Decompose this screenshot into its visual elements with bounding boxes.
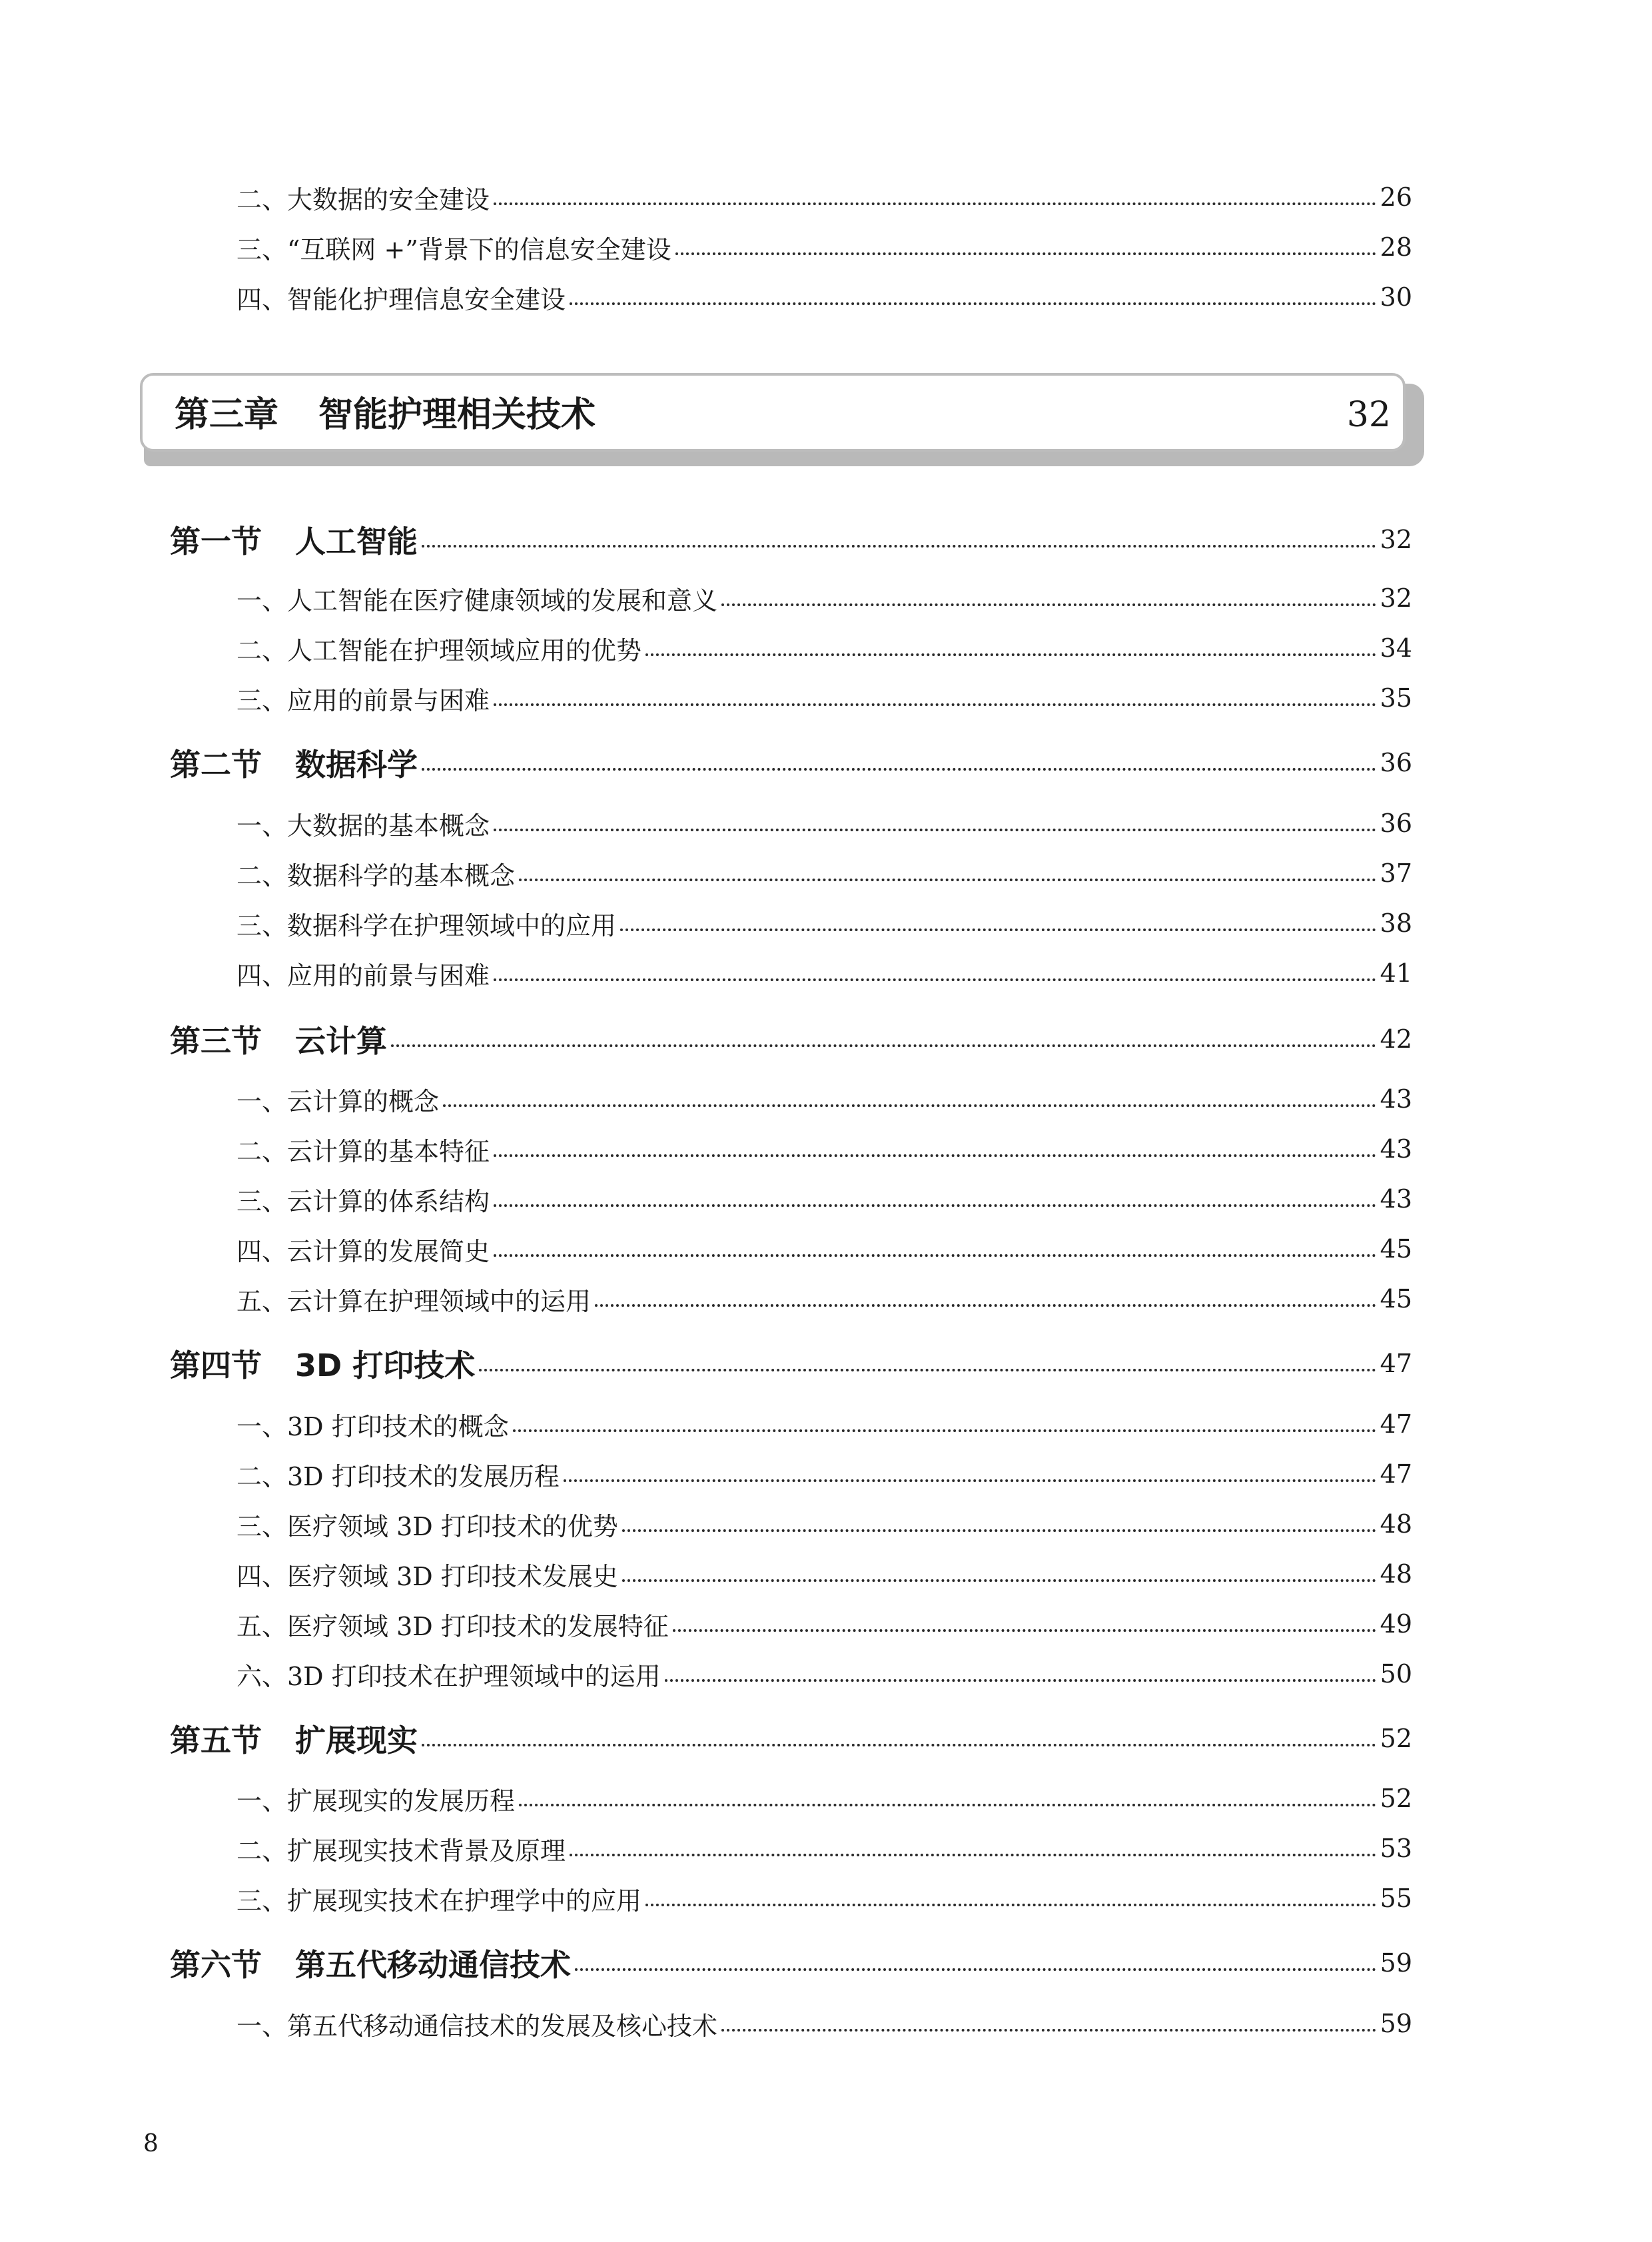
section-number: 第二节 [170,747,262,783]
toc-item-page: 32 [1380,583,1412,613]
section-page: 42 [1380,1024,1412,1054]
toc-item[interactable] [0,1279,1652,1319]
toc-item[interactable] [0,1129,1652,1169]
toc-item[interactable] [0,1079,1652,1119]
section-title [170,1341,475,1385]
toc-section[interactable] [0,520,1652,560]
toc-item-page: 34 [1380,633,1412,663]
toc-item[interactable] [0,1504,1652,1544]
leader-dots [721,603,1376,606]
leader-dots [519,879,1376,881]
section-page: 47 [1380,1349,1412,1378]
toc-item-title: 一、3D 打印技术的概念 [236,1411,509,1441]
leader-dots [564,1479,1376,1482]
toc-item-title: 二、云计算的基本特征 [236,1136,490,1166]
section-page: 52 [1380,1724,1412,1753]
leader-dots [494,829,1376,831]
chapter-page: 32 [1346,395,1391,435]
toc-item-page: 55 [1380,1884,1412,1913]
toc-item-page: 36 [1380,809,1412,838]
toc-section[interactable] [0,1343,1652,1383]
section-number: 第六节 [170,1947,262,1983]
toc-item[interactable] [0,1404,1652,1444]
leader-dots [620,929,1376,931]
toc-item-title: 一、云计算的概念 [236,1086,440,1116]
leader-dots [595,1304,1376,1307]
leader-dots [622,1579,1376,1582]
leader-dots [422,545,1376,548]
toc-item-page: 41 [1380,958,1412,988]
section-title [170,1017,387,1061]
toc-item-page: 35 [1380,683,1412,713]
section-title [170,518,418,561]
toc-item-page: 37 [1380,859,1412,888]
toc-item-title: 三、数据科学在护理领域中的应用 [236,911,617,940]
toc-item-title: 六、3D 打印技术在护理领域中的运用 [236,1661,661,1691]
leader-dots [721,2029,1376,2032]
toc-item[interactable] [0,1229,1652,1269]
leader-dots [513,1429,1376,1432]
section-title [170,1716,418,1760]
leader-dots [494,1204,1376,1207]
toc-item-title: 一、大数据的基本概念 [236,811,490,841]
toc-item[interactable] [0,578,1652,618]
toc-item[interactable] [0,1604,1652,1644]
leader-dots [575,1968,1376,1971]
leader-dots [570,302,1376,305]
chapter-banner[interactable] [140,373,1426,466]
toc-item[interactable] [0,953,1652,993]
toc-item[interactable] [0,177,1652,217]
section-name: 扩展现实 [295,1722,418,1758]
toc-item[interactable] [0,803,1652,843]
toc-item-page: 48 [1380,1559,1412,1589]
toc-item-title: 二、大数据的安全建设 [236,185,490,214]
toc-item-title: 一、人工智能在医疗健康领域的发展和意义 [236,585,718,615]
toc-item-page: 30 [1380,282,1412,312]
toc-item-title: 一、第五代移动通信技术的发展及核心技术 [236,2011,718,2041]
toc-item-page: 52 [1380,1784,1412,1813]
section-name: 数据科学 [295,747,418,783]
chapter-title [175,376,596,454]
toc-item-page: 43 [1380,1134,1412,1164]
toc-item[interactable] [0,903,1652,943]
toc-item-page: 26 [1380,183,1412,212]
toc-item[interactable] [0,227,1652,267]
toc-item[interactable] [0,1878,1652,1918]
toc-item-page: 43 [1380,1184,1412,1214]
toc-item[interactable] [0,1778,1652,1818]
leader-dots [665,1679,1376,1682]
leader-dots [519,1804,1376,1806]
toc-item-page: 53 [1380,1834,1412,1863]
toc-item[interactable] [0,628,1652,668]
leader-dots [673,1629,1376,1632]
toc-item-title: 二、人工智能在护理领域应用的优势 [236,635,642,665]
toc-section[interactable] [0,1718,1652,1758]
toc-item-page: 47 [1380,1409,1412,1439]
leader-dots [645,1904,1376,1906]
toc-section[interactable] [0,743,1652,783]
toc-item[interactable] [0,1454,1652,1494]
section-name: 第五代移动通信技术 [295,1947,571,1983]
banner-box [140,373,1406,452]
leader-dots [494,703,1376,706]
toc-item-page: 43 [1380,1084,1412,1114]
chapter-name: 智能护理相关技术 [318,395,596,435]
toc-item-title: 三、“互联网 +”背景下的信息安全建设 [236,234,671,264]
section-page: 32 [1380,525,1412,554]
toc-item-page: 28 [1380,232,1412,262]
section-name: 云计算 [295,1023,387,1059]
section-number: 第三节 [170,1023,262,1059]
section-name: 人工智能 [295,524,418,560]
leader-dots [391,1044,1376,1047]
toc-section[interactable] [0,1943,1652,1983]
leader-dots [645,653,1376,656]
toc-item-title: 二、3D 打印技术的发展历程 [236,1461,560,1491]
toc-item-page: 47 [1380,1459,1412,1489]
leader-dots [622,1529,1376,1532]
chapter-number: 第三章 [175,395,279,435]
leader-dots [422,1744,1376,1746]
section-page: 36 [1380,748,1412,777]
toc-item-title: 四、云计算的发展简史 [236,1236,490,1266]
leader-dots [422,768,1376,771]
toc-item-title: 三、云计算的体系结构 [236,1186,490,1216]
toc-item-page: 59 [1380,2009,1412,2038]
toc-item-title: 四、医疗领域 3D 打印技术发展史 [236,1561,618,1591]
leader-dots [494,1154,1376,1157]
toc-item-title: 一、扩展现实的发展历程 [236,1786,516,1816]
leader-dots [479,1369,1376,1371]
section-title [170,1941,571,1985]
toc-item-title: 四、应用的前景与困难 [236,960,490,990]
section-title [170,741,418,785]
page-number: 8 [143,2130,159,2157]
toc-item-page: 45 [1380,1234,1412,1264]
section-page: 59 [1380,1948,1412,1978]
toc-item[interactable] [0,1828,1652,1868]
toc-item-page: 49 [1380,1609,1412,1639]
toc-item-page: 38 [1380,909,1412,938]
section-number: 第一节 [170,524,262,560]
section-name: 3D 打印技术 [295,1347,476,1383]
toc-item-page: 45 [1380,1284,1412,1313]
toc-item[interactable] [0,1654,1652,1694]
leader-dots [494,202,1376,205]
section-number: 第五节 [170,1722,262,1758]
section-number: 第四节 [170,1347,262,1383]
toc-item-title: 三、医疗领域 3D 打印技术的优势 [236,1511,618,1541]
toc-item-title: 四、智能化护理信息安全建设 [236,284,566,314]
toc-item[interactable] [0,1179,1652,1219]
leader-dots [494,978,1376,981]
leader-dots [570,1854,1376,1856]
leader-dots [675,252,1376,255]
toc-item-title: 二、扩展现实技术背景及原理 [236,1836,566,1866]
toc-item[interactable] [0,1554,1652,1594]
toc-item[interactable] [0,2004,1652,2044]
toc-item-title: 三、应用的前景与困难 [236,685,490,715]
toc-section[interactable] [0,1019,1652,1059]
toc-item-page: 50 [1380,1659,1412,1688]
toc-item-page: 48 [1380,1509,1412,1539]
toc-item-title: 二、数据科学的基本概念 [236,861,516,891]
toc-item[interactable] [0,853,1652,893]
toc-item-title: 五、医疗领域 3D 打印技术的发展特征 [236,1611,669,1641]
toc-item-title: 五、云计算在护理领域中的运用 [236,1286,592,1316]
toc-item-title: 三、扩展现实技术在护理学中的应用 [236,1886,642,1916]
leader-dots [443,1104,1376,1107]
toc-item[interactable] [0,678,1652,718]
toc-item[interactable] [0,277,1652,317]
leader-dots [494,1254,1376,1257]
